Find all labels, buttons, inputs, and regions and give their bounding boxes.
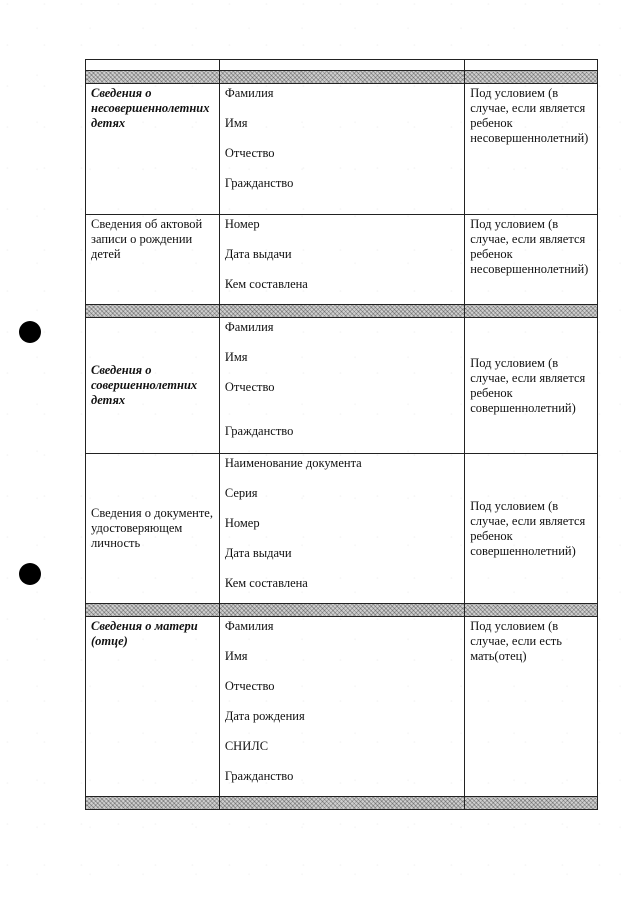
field-label: Наименование документа [224,456,362,470]
field-label: Дата рождения [224,709,305,723]
field-label: Дата выдачи [224,247,292,261]
shaded-separator-row [86,305,598,318]
field-label: Отчество [224,679,275,693]
field-list [219,318,464,454]
field-label: Кем составлена [224,277,308,291]
shaded-separator-row [86,71,598,84]
field-list [219,84,464,215]
requirements-table [85,59,598,810]
field-label: Имя [224,649,248,663]
condition-text: Под условием (в случае, если является ребенок совершеннолетний) [465,454,598,604]
field-label: Гражданство [224,424,294,438]
punch-hole [19,321,41,343]
field-label: Фамилия [224,86,274,100]
section-title: Сведения о документе, удостоверяющем личность [86,454,220,604]
condition-text: Под условием (в случае, если является ребенок совершеннолетний) [465,318,598,454]
field-label: Номер [224,516,260,530]
field-list [219,454,464,604]
shaded-separator-row [86,797,598,810]
table-row [86,84,598,215]
field-label: СНИЛС [224,739,269,753]
section-title: Сведения об актовой записи о рождении детей [86,215,220,305]
field-label: Фамилия [224,320,274,334]
condition-text: Под условием (в случае, если есть мать(отец) [465,617,598,797]
condition-text: Под условием (в случае, если является ребенок несовершеннолетний) [465,215,598,305]
punch-hole [19,563,41,585]
field-label: Отчество [224,146,275,160]
field-label: Имя [224,116,248,130]
field-list [219,215,464,305]
field-label: Гражданство [224,176,294,190]
condition-text: Под условием (в случае, если является ребенок несовершеннолетний) [465,84,598,215]
field-label: Дата выдачи [224,546,292,560]
section-title: Сведения о совершеннолетних детях [86,318,220,454]
field-label: Имя [224,350,248,364]
section-title: Сведения о матери (отце) [86,617,220,797]
shaded-separator-row [86,604,598,617]
field-label: Фамилия [224,619,274,633]
table-row [86,60,598,71]
field-label: Серия [224,486,258,500]
field-label: Номер [224,217,260,231]
field-label: Гражданство [224,769,294,783]
table-row [86,617,598,797]
field-label: Кем составлена [224,576,308,590]
table-row [86,215,598,305]
field-list [219,617,464,797]
section-title: Сведения о несовершеннолетних детях [86,84,220,215]
table-row [86,454,598,604]
field-label: Отчество [224,380,275,394]
table-row [86,318,598,454]
